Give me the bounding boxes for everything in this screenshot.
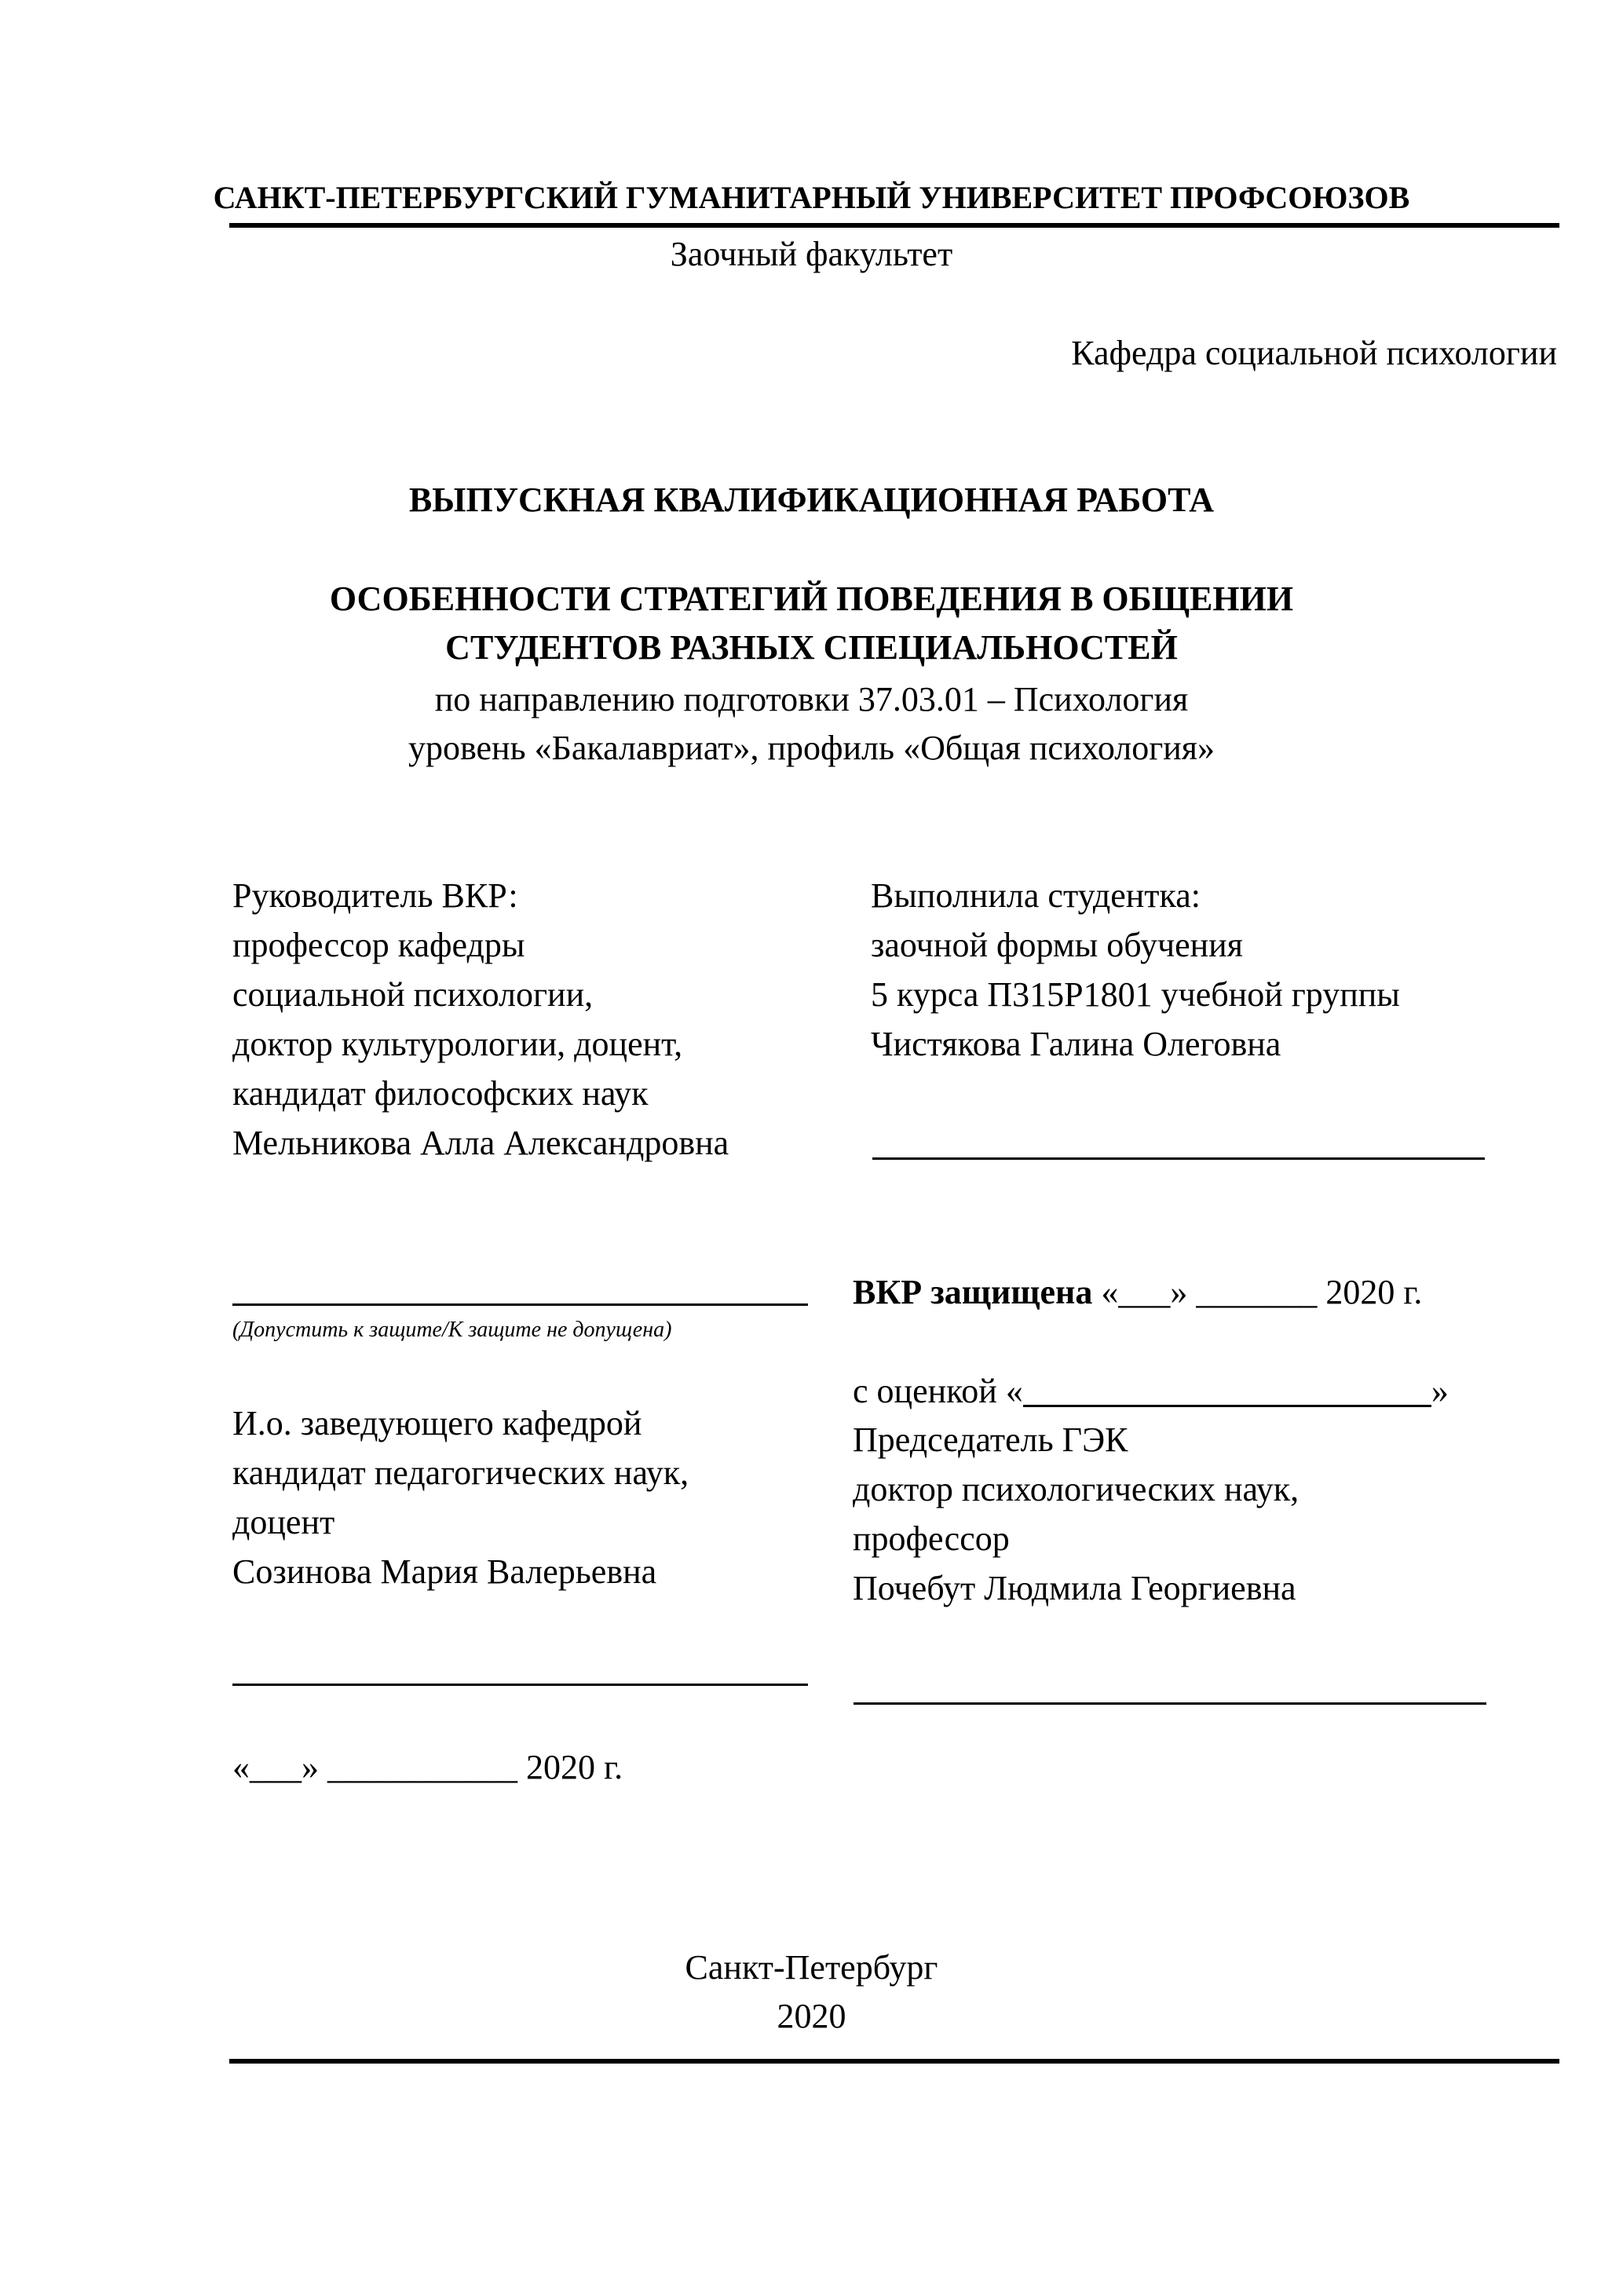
faculty-name: Заочный факультет — [670, 235, 953, 273]
head-title: И.о. заведующего кафедрой — [232, 1404, 642, 1442]
direction-line: по направлению подготовки 37.03.01 – Психология — [434, 680, 1189, 718]
admission-signature-line[interactable] — [232, 1303, 808, 1306]
defense-line — [853, 1275, 1422, 1310]
footer-rule — [229, 2059, 1559, 2064]
department-name: Кафедра социальной психологии — [1071, 334, 1557, 372]
student-name: Чистякова Галина Олеговна — [871, 1025, 1281, 1063]
supervisor-department: социальной психологии, — [232, 975, 594, 1014]
supervisor-position: профессор кафедры — [232, 926, 525, 964]
work-type-title: ВЫПУСКНАЯ КВАЛИФИКАЦИОННАЯ РАБОТА — [408, 481, 1215, 519]
student-signature-line[interactable] — [872, 1157, 1485, 1160]
defense-label: ВКР защищена — [853, 1273, 1093, 1311]
university-name: САНКТ-ПЕТЕРБУРГСКИЙ ГУМАНИТАРНЫЙ УНИВЕРСИТЕТ ПРОФСОЮЗОВ — [213, 180, 1410, 215]
student-group: 5 курса П315Р1801 учебной группы — [871, 975, 1400, 1014]
supervisor-degree-2: кандидат философских наук — [232, 1074, 649, 1113]
topic-line-2: СТУДЕНТОВ РАЗНЫХ СПЕЦИАЛЬНОСТЕЙ — [445, 628, 1178, 667]
head-degree: кандидат педагогических наук, — [232, 1453, 689, 1492]
chair-signature-line[interactable] — [854, 1702, 1486, 1705]
student-study-form: заочной формы обучения — [871, 926, 1243, 964]
grade-prefix: с оценкой « — [853, 1372, 1023, 1410]
head-rank: доцент — [232, 1503, 335, 1541]
student-label: Выполнила студентка: — [871, 876, 1201, 915]
admission-note: (Допустить к защите/К защите не допущена) — [232, 1318, 672, 1342]
supervisor-degree-1: доктор культурологии, доцент, — [232, 1025, 683, 1063]
footer-year: 2020 — [777, 1997, 846, 2035]
chair-rank: профессор — [853, 1519, 1010, 1558]
footer-city: Санкт-Петербург — [685, 1948, 938, 1987]
supervisor-name: Мельникова Алла Александровна — [232, 1124, 729, 1162]
head-name: Созинова Мария Валерьевна — [232, 1552, 657, 1591]
level-line: уровень «Бакалавриат», профиль «Общая психология» — [408, 729, 1215, 767]
chair-name: Почебут Людмила Георгиевна — [853, 1569, 1296, 1607]
chair-title: Председатель ГЭК — [853, 1420, 1128, 1459]
defense-date[interactable]: «___» _______ 2020 г. — [1101, 1273, 1423, 1311]
supervisor-label: Руководитель ВКР: — [232, 876, 518, 915]
grade-field[interactable] — [1023, 1405, 1431, 1407]
head-signature-line[interactable] — [232, 1684, 808, 1686]
header-rule — [229, 223, 1559, 228]
topic-line-1: ОСОБЕННОСТИ СТРАТЕГИЙ ПОВЕДЕНИЯ В ОБЩЕНИИ — [329, 579, 1294, 618]
grade-line — [853, 1374, 1449, 1409]
head-date[interactable]: «___» ___________ 2020 г. — [232, 1748, 623, 1786]
grade-suffix: » — [1431, 1372, 1449, 1410]
chair-degree: доктор психологических наук, — [853, 1470, 1299, 1508]
